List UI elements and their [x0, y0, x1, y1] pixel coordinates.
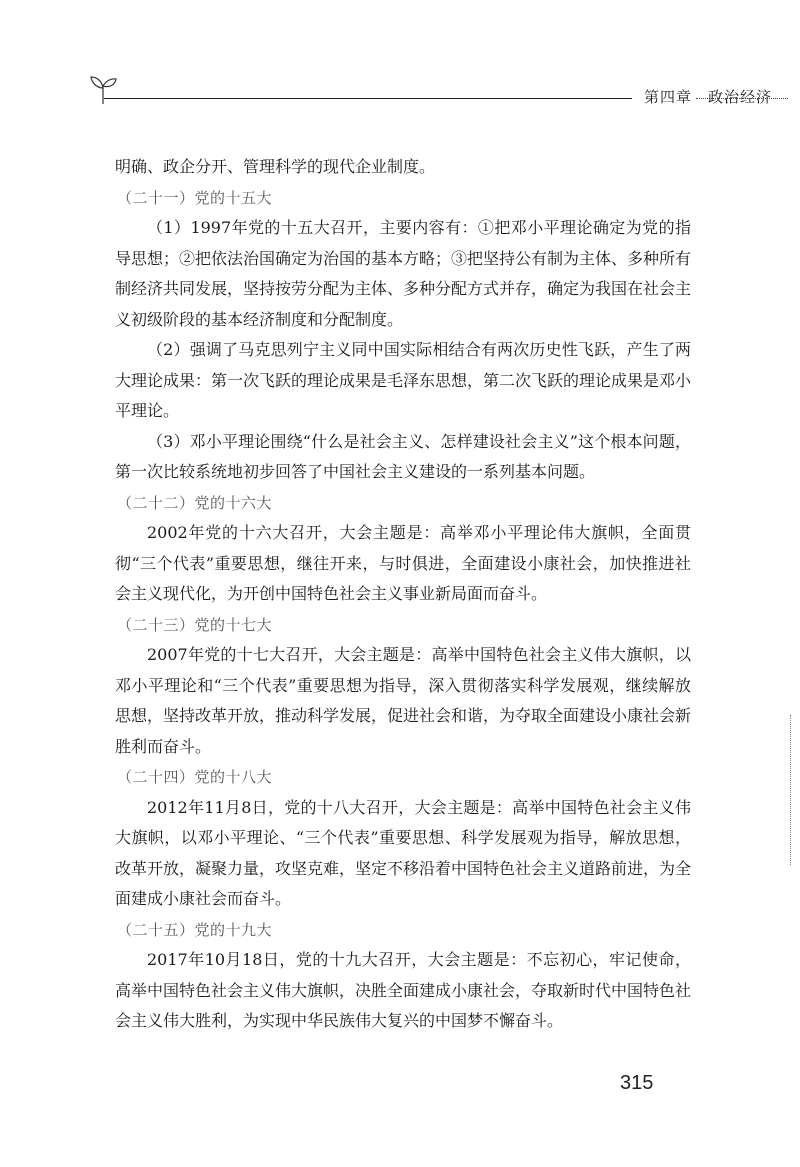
- paragraph: 2002年党的十六大召开，大会主题是：高举邓小平理论伟大旗帜，全面贯彻“三个代表”重要思想，继往开来，与时俱进，全面建设小康社会，加快推进社会主义现代化，为开创中国特色社会主义事业新局面而奋斗。: [115, 523, 691, 603]
- section-heading: （二十一）党的十五大: [117, 188, 273, 207]
- section-heading: （二十四）党的十八大: [117, 768, 273, 786]
- header-rule: [104, 98, 632, 99]
- section-heading: （二十三）党的十七大: [117, 615, 273, 634]
- header-dotted-rule: [696, 98, 788, 99]
- section-19th-congress: [115, 915, 691, 1037]
- section-15th-congress: [115, 183, 691, 488]
- section-16th-congress: [115, 488, 691, 610]
- paragraph: （2）强调了马克思列宁主义同中国实际相结合有两次历史性飞跃，产生了两大理论成果：第一次飞跃的理论成果是毛泽东思想，第二次飞跃的理论成果是邓小平理论。: [115, 340, 692, 420]
- chapter-title: 第四章 政治经济: [644, 88, 773, 106]
- paragraph: （3）邓小平理论围绕“什么是社会主义、怎样建设社会主义”这个根本问题，第一次比较系统地初步回答了中国社会主义建设的一系列基本问题。: [115, 431, 691, 481]
- paragraph: 2012年11月8日，党的十八大召开，大会主题是：高举中国特色社会主义伟大旗帜，以邓小平理论、“三个代表”重要思想、科学发展观为指导，解放思想，改革开放，凝聚力量，攻坚克难，坚定不移沿着中国特色社会主义道路前进，为全面建成小康社会而奋斗。: [115, 797, 692, 908]
- paragraph: 2007年党的十七大召开，大会主题是：高举中国特色社会主义伟大旗帜，以邓小平理论和“三个代表”重要思想为指导，深入贯彻落实科学发展观，继续解放思想，坚持改革开放，推动科学发展，促进社会和谐，为夺取全面建设小康社会新胜利而奋斗。: [115, 645, 692, 756]
- intro-line: 明确、政企分开、管理科学的现代企业制度。: [115, 157, 436, 176]
- section-17th-congress: [115, 610, 691, 763]
- page-edge-mark: [790, 715, 791, 865]
- paragraph: 2017年10月18日，党的十九大召开，大会主题是：不忘初心，牢记使命，高举中国特色社会主义伟大旗帜，决胜全面建成小康社会，夺取新时代中国特色社会主义伟大胜利，为实现中华民族伟大复兴的中国梦不懈奋斗。: [115, 950, 692, 1030]
- section-heading: （二十二）党的十六大: [117, 493, 273, 512]
- section-heading: （二十五）党的十九大: [117, 920, 273, 939]
- page-body: [115, 152, 691, 1037]
- sprout-leaf-icon: [88, 72, 118, 106]
- paragraph: （1）1997年党的十五大召开，主要内容有：①把邓小平理论确定为党的指导思想；②把依法治国确定为治国的基本方略；③把坚持公有制为主体、多种所有制经济共同发展，坚持按劳分配为主体、多种分配方式并存，确定为我国在社会主义初级阶段的基本经济制度和分配制度。: [115, 218, 692, 329]
- page-header: [88, 66, 788, 116]
- page-number: 315: [620, 1072, 654, 1094]
- section-18th-congress: [115, 762, 691, 915]
